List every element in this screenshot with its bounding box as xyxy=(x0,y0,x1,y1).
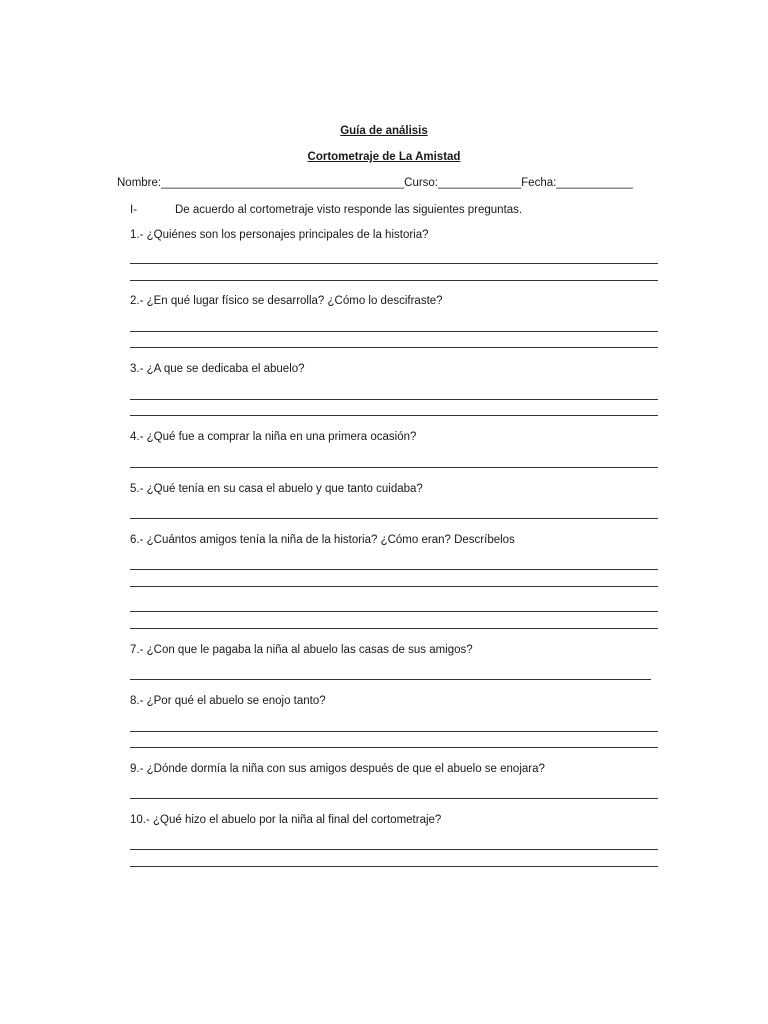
answer-line xyxy=(130,731,658,732)
document-subtitle: Cortometraje de La Amistad xyxy=(307,151,461,163)
question-10: 10.- ¿Qué hizo el abuelo por la niña al final del cortometraje? xyxy=(130,814,442,826)
document-title: Guía de análisis xyxy=(340,125,428,137)
question-5: 5.- ¿Qué tenía en su casa el abuelo y que tanto cuidaba? xyxy=(130,483,423,495)
question-4: 4.- ¿Qué fue a comprar la niña en una primera ocasión? xyxy=(130,431,417,443)
question-6: 6.- ¿Cuántos amigos tenía la niña de la historia? ¿Cómo eran? Descríbelos xyxy=(130,534,515,546)
question-8: 8.- ¿Por qué el abuelo se enojo tanto? xyxy=(130,695,326,707)
answer-line xyxy=(130,586,658,587)
answer-line xyxy=(130,331,658,332)
instructions-text: De acuerdo al cortometraje visto responde las siguientes preguntas. xyxy=(175,204,523,216)
answer-line xyxy=(130,399,658,400)
question-3: 3.- ¿A que se dedicaba el abuelo? xyxy=(130,363,305,375)
answer-line xyxy=(130,518,658,519)
question-9: 9.- ¿Dónde dormía la niña con sus amigos después de que el abuelo se enojara? xyxy=(130,763,545,775)
answer-line xyxy=(130,263,658,264)
answer-line xyxy=(130,280,658,281)
answer-line xyxy=(130,569,658,570)
section-numeral: I- xyxy=(130,204,138,216)
question-1: 1.- ¿Quiénes son los personajes principales de la historia? xyxy=(130,229,429,241)
question-2: 2.- ¿En qué lugar físico se desarrolla? ¿Cómo lo descifraste? xyxy=(130,295,443,307)
answer-line xyxy=(130,798,658,799)
answer-line xyxy=(130,747,658,748)
answer-line xyxy=(130,347,658,348)
answer-line xyxy=(130,866,658,867)
answer-line xyxy=(130,611,658,612)
answer-line xyxy=(130,628,658,629)
answer-line xyxy=(130,467,658,468)
answer-line xyxy=(130,415,658,416)
question-7: 7.- ¿Con que le pagaba la niña al abuelo las casas de sus amigos? xyxy=(130,644,473,656)
answer-line xyxy=(130,849,658,850)
answer-line xyxy=(130,679,651,680)
student-info-line: Nombre:______________________________________Curso:_____________Fecha:____________ xyxy=(117,177,634,189)
